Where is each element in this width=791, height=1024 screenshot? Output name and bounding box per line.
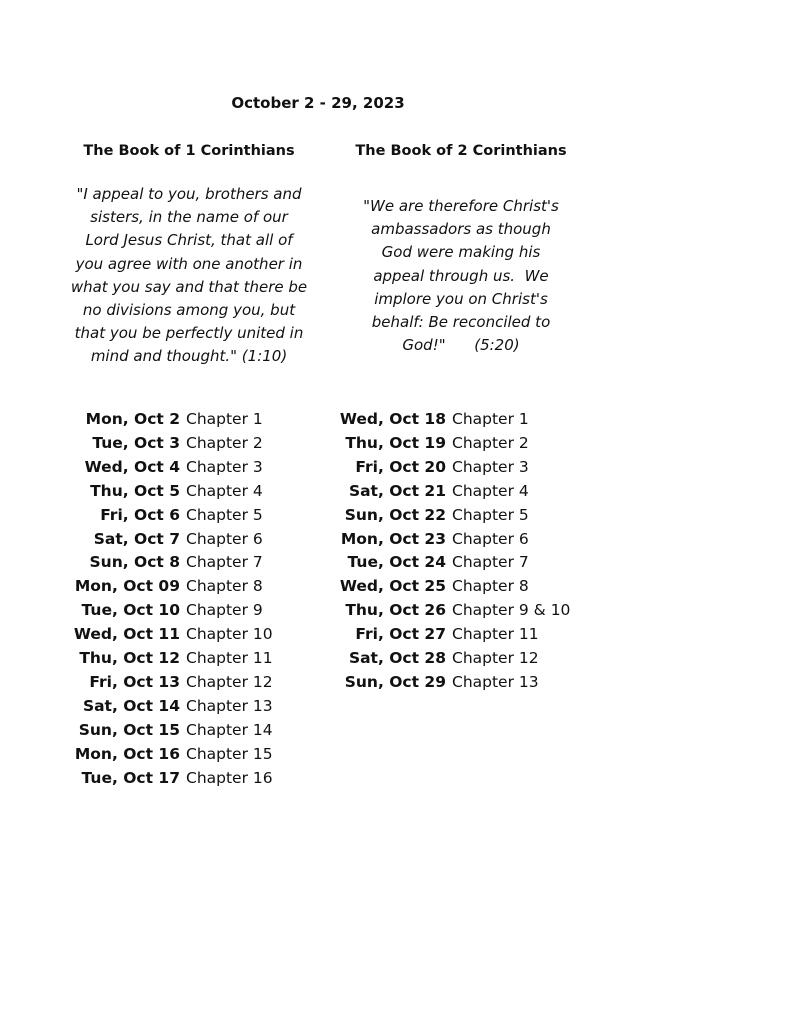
schedule-row (325, 408, 570, 432)
schedule-row (325, 456, 570, 480)
schedule-chapter: Chapter 12 (186, 672, 273, 691)
schedule-chapter: Chapter 13 (186, 696, 273, 715)
schedule-chapter: Chapter 2 (186, 433, 263, 452)
schedule-chapter: Chapter 1 (186, 410, 263, 428)
schedule-date: Mon, Oct 2 (85, 410, 180, 428)
schedule-date: Sat, Oct 7 (93, 529, 180, 548)
schedule-date: Tue, Oct 17 (81, 768, 180, 787)
schedule-row (60, 623, 273, 647)
schedule-row (60, 575, 273, 599)
schedule-chapter: Chapter 1 (452, 410, 529, 428)
quote-line: "I appeal to you, brothers and (76, 185, 302, 203)
schedule-row (60, 743, 273, 767)
schedule-row (325, 432, 570, 456)
quote-line: "We are therefore Christ's (363, 197, 559, 215)
schedule-row (60, 719, 273, 743)
schedule-row (60, 695, 273, 719)
schedule-row (325, 671, 570, 695)
schedule-chapter: Chapter 9 (186, 601, 263, 620)
quote-line: God were making his (381, 243, 541, 262)
schedule-date: Sun, Oct 8 (89, 553, 180, 572)
schedule-chapter: Chapter 5 (186, 505, 263, 524)
schedule-date: Wed, Oct 4 (84, 457, 180, 476)
book1-schedule (60, 408, 273, 791)
schedule-date: Sat, Oct 28 (348, 649, 446, 668)
schedule-chapter: Chapter 6 (452, 529, 529, 548)
quote-line: behalf: Be reconciled to (371, 313, 551, 332)
quote-line: sisters, in the name of our (90, 208, 288, 227)
schedule-row (60, 432, 273, 456)
schedule-row (60, 480, 273, 504)
schedule-chapter: Chapter 5 (452, 505, 529, 524)
schedule-row (60, 408, 273, 432)
quote-line: appeal through us. We (373, 266, 549, 285)
schedule-date: Sun, Oct 22 (344, 505, 446, 524)
schedule-chapter: Chapter 11 (186, 649, 273, 668)
quote-line: no divisions among you, but (82, 301, 296, 320)
quote-line: God!" (5:20) (402, 336, 520, 355)
schedule-chapter: Chapter 2 (452, 433, 529, 452)
schedule-date: Sun, Oct 15 (78, 720, 180, 739)
quote-line: ambassadors as though (371, 220, 551, 239)
schedule-row (325, 575, 570, 599)
schedule-row (60, 671, 273, 695)
schedule-date: Fri, Oct 6 (100, 505, 180, 524)
schedule-chapter: Chapter 4 (186, 481, 263, 500)
schedule-date: Tue, Oct 3 (92, 433, 180, 452)
quote-line: mind and thought." (1:10) (90, 347, 288, 366)
schedule-date: Mon, Oct 16 (74, 744, 180, 763)
schedule-chapter: Chapter 15 (186, 744, 273, 763)
schedule-date: Mon, Oct 23 (340, 529, 446, 548)
schedule-chapter: Chapter 7 (186, 553, 263, 572)
schedule-chapter: Chapter 9 & 10 (452, 601, 571, 620)
schedule-date: Sat, Oct 21 (348, 481, 446, 500)
schedule-date: Wed, Oct 25 (339, 577, 446, 596)
schedule-row (60, 767, 273, 791)
schedule-chapter: Chapter 6 (186, 529, 263, 548)
schedule-date: Tue, Oct 10 (81, 601, 180, 620)
schedule-date: Tue, Oct 24 (347, 553, 446, 572)
quote-line: what you say and that there be (70, 277, 308, 296)
schedule-row (60, 456, 273, 480)
schedule-chapter: Chapter 8 (452, 577, 529, 596)
schedule-row (325, 599, 570, 623)
schedule-row (60, 647, 273, 671)
schedule-row (325, 528, 570, 552)
schedule-chapter: Chapter 14 (186, 720, 273, 739)
schedule-date: Fri, Oct 13 (89, 672, 180, 691)
book1-title: The Book of 1 Corinthians (83, 143, 295, 159)
schedule-row (325, 623, 570, 647)
schedule-chapter: Chapter 11 (452, 625, 539, 644)
schedule-row (60, 528, 273, 552)
schedule-chapter: Chapter 10 (186, 625, 273, 644)
schedule-row (325, 647, 570, 671)
book2-title: The Book of 2 Corinthians (355, 143, 567, 159)
schedule-row (60, 551, 273, 575)
schedule-date: Wed, Oct 18 (339, 410, 446, 428)
schedule-row (325, 504, 570, 528)
schedule-chapter: Chapter 16 (186, 768, 273, 787)
schedule-chapter: Chapter 4 (452, 481, 529, 500)
page-title: October 2 - 29, 2023 (231, 94, 405, 112)
book2-schedule (325, 408, 570, 695)
schedule-chapter: Chapter 12 (452, 649, 539, 668)
schedule-chapter: Chapter 13 (452, 672, 539, 691)
schedule-date: Fri, Oct 27 (355, 625, 446, 644)
schedule-date: Thu, Oct 12 (79, 649, 180, 668)
schedule-date: Sun, Oct 29 (344, 672, 446, 691)
schedule-date: Fri, Oct 20 (355, 457, 446, 476)
schedule-chapter: Chapter 8 (186, 577, 263, 596)
quote-line: that you be perfectly united in (74, 324, 304, 343)
schedule-chapter: Chapter 7 (452, 553, 529, 572)
schedule-date: Wed, Oct 11 (73, 625, 180, 644)
schedule-chapter: Chapter 3 (186, 457, 263, 476)
quote-line: Lord Jesus Christ, that all of (85, 231, 293, 250)
schedule-row (60, 599, 273, 623)
book1-quote (60, 183, 318, 369)
quote-line: you agree with one another in (75, 254, 303, 273)
schedule-date: Mon, Oct 09 (74, 577, 180, 596)
schedule-date: Thu, Oct 19 (345, 433, 446, 452)
schedule-date: Thu, Oct 26 (345, 601, 446, 620)
schedule-row (325, 551, 570, 575)
quote-line: implore you on Christ's (374, 289, 548, 308)
schedule-row (325, 480, 570, 504)
schedule-date: Thu, Oct 5 (90, 481, 180, 500)
book2-quote (332, 195, 590, 357)
schedule-chapter: Chapter 3 (452, 457, 529, 476)
schedule-date: Sat, Oct 14 (82, 696, 180, 715)
schedule-row (60, 504, 273, 528)
